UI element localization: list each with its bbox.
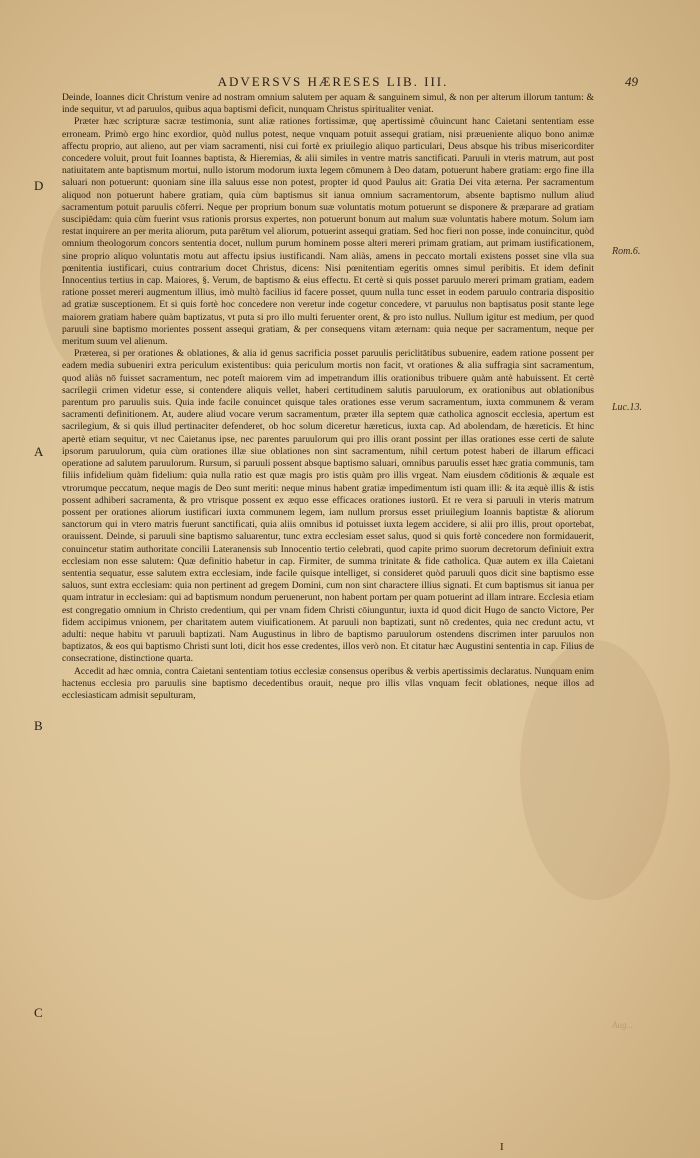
- section-letter-b: B: [34, 718, 43, 733]
- page-header: [58, 74, 638, 92]
- section-letter-a: A: [34, 444, 44, 459]
- running-head: ADVERSVS HÆRESES LIB. III.: [217, 74, 449, 89]
- main-text: [62, 92, 594, 702]
- margin-note-rom: Rom.6.: [612, 246, 641, 257]
- paragraph: Præterea, si per orationes & oblationes, & alia id genus sacrificia posset paruulis periclitātibus subuenire, eadem ratione possent per eadem media subueniri extra periculum existentibus: quia periculum mortis non facit, vt orationes & alia suffragia sint sacramentum, quod aliàs nō fuisset sacramentum, nec poteſt maiorem vim ad impetrandum illis orationibus tribuere quàm antè habuissent. Et certè sacrilegii crimen videtur esse, si contendere aliquis vellet, haberi certitudinem salutis paruulorum, ex orationibus aut oblationibus parentum pro paruulis suis. Quia inde facile conuincet quisque tales orationes esse verum sacramentum, iuxta communem & veram sacramenti definitionem. At, audere aliud vocare verum sacramentum, præter illa septem quæ catholica agnoscit ecclesia, apertum est sacrilegium, & si quis illud pertinaciter defenderet, ob hoc solum diceretur hæreticus, iuxta cap. Ad abolendam, de hæreticis. Et hinc apertè etiam sequitur, vt nec Caietanus ipse, nec parentes paruulorum qui pro illis orant possint per illas orationes esse certi de salute ipsorum paruulorum, quia cùm orationes illæ siue oblationes non sint sacramentum, nihil certum potest haberi de illarum efficaci operatione ad salutem paruulorum. Rursum, si paruuli possent absque baptismo saluari, omnibus paruulis esset hæc gratia communis, tam filiis infidelium quàm fidelium: quia nulla ratio est quæ magis pro istis quàm pro illis vrgeat. Nam eiusdem cōditionis & æquale est vtrorumque peccatum, neque magis de Deo sunt meriti: neque minus habent gratiæ impedimentum isti quam illi: & ita æquè illis & istis possent adhiberi sacramenta, & pro vtrisque possent ex æquo esse efficaces orationes iustorū. Et re vera si paruuli in vteris matrum possent per orationes aliorum iustificari iuxta communem legem, iam nullum prorsus esset priuilegium Ioannis baptistæ & aliorum sanctorum qui in vtero matris fuerunt sanctificati, quia aliis omnibus id potuisset iuxta legem accidere, si alii pro illis, prout oportebat, orauissent. Deinde, si paruuli sine baptismo saluarentur, tunc extra ecclesiam esset salus, quod si quis fortè concedere non formidauerit, conuincetur statim authoritate concilii Lateranensis sub Innocentio tertio celebrati, quod capite primo suorum decretorum definiuit extra ecclesiam non esse salutem: Quæ definitio habetur in cap. Firmiter, de summa trinitate & fide catholica. Quæ autem ex illa Caietani sententia sequatur, esse salutem extra ecclesiam, inde facile quisque intelliget, si consideret quòd paruuli quos dicit sine baptismo esse saluos, sunt extra ecclesiam: quia non pertinent ad gregem Domini, cum non sint charactere illius signati. Et cum baptismus sit ianua per quam intratur in ecclesiam: qui ad baptismum nondum peruenerunt, non habent portam per quam potuerint ad illam intrare. Ecclesia etiam est congregatio omnium in Christo credentium, qui per vnam fidem Christi cōiunguntur, iuxta id quod dicit Hugo de sancto Victore, Per fidem accipimus vnionem, per charitatem autem viuificationem. At paruuli non baptizati, sunt nō credentes, quia nec credunt actu, vt adulti: neque habitu vt paruuli baptizati. Nam Augustinus in libro de baptismo paruulorum ostendens discrimen inter paruulos non baptizatos, & eos qui baptismo Christi sunt loti, dicit hos esse credentes, illos verò non. Et citatur hæc Augustini sententia in cap. Filius de consecratione, distinctione quarta.: [62, 348, 594, 665]
- signature-mark: I: [500, 1141, 504, 1153]
- page-number: 49: [625, 74, 638, 89]
- paragraph: Præter hæc scripturæ sacræ testimonia, sunt aliæ rationes fortissimæ, quę apertissimè côuincunt hanc Caietani sententiam esse erroneam. Primò ergo hinc exordior, quòd nullus potest, neque vnquam potuit assequi gratiam, nisi præueniente aliquo bono animæ affectu proprio, aut alieno, aut per viam sacramenti, nisi cui fortè ex priuilegio aliquo particulari, Deus absque his tribus misericorditer concedere voluit, prout fuit Ioannes baptista, & Hieremias, & alii similes in ventre matris sanctificati. Paruuli in vteris matrum, aut post natiuitatem ante baptismum mortui, nullo istorum modorum iuxta legem cōmunem à Deo datam, potuerunt habere gratiam: ergo fine illa saluari non potuerunt: quoniam sine illa saluus esse non potest, propter id quod Paulus ait: Gratia Dei vita æterna. Per sacramentum aliquod non potuerunt habere gratiam, quia cùm baptismus sit ianua omnium sacramentorum, absente baptismo nullum aliud sacramentum potuit paruulis cōferri. Neque per proprium bonum suæ voluntatis motum potuerunt se disponere & præparare ad gratiam suscipiēdam: quia cùm fuerint vsus rationis prorsus expertes, non potuerunt bonum aut malum suæ voluntatis habere motum. Solum iam restat inquirere an per merita aliorum, puta parētum vel aliorum, potuerint assequi gratiam. Sed hoc fieri non posse, inde conuincitur, quòd omnium theologorum concors sententia docet, nullum purum hominem posse alteri mereri primam gratiam, aut primam iustificationem, sine proprio aliquo voluntatis motu aut affectu ipsius iustificandi. Nam aliàs, amens in peccato mortali existens posset sine vlla sua pœnitentia iustificari, cuius contrarium docet Christus, dicens: Nisi pœnitentiam egeritis omnes simul peribitis. Et idem definit Innocentius tertius in cap. Maiores, §. Verum, de baptismo & eius effectu. Et certè si quis posset paruulo mereri primam gratiam, eadem ratione posset mereri augmentum illius, imò multò facilius id facere posset, quum nulla tunc esset in eodem paruulo contraria dispositio ad gratiæ susceptionem. Et si quis fortè hoc concedere non veretur inde cogetur concedere, vt paruulus non baptisatus posit stante lege maiorem gratiam habere quàm baptizatus, vt puta si pro illo multi feruenter orent, & pro isto nullus. Nullum igitur est medium, per quod paruuli sine baptismo morientes possent assequi gratiam, & per consequens vitam æternam: quia neque per sacramentum, neque per meritum suum vel alienum.: [62, 116, 594, 348]
- paragraph: Deinde, Ioannes dicit Christum venire ad nostram omnium salutem per aquam & sanguinem simul, & non per alterum illorum tantum: & inde sequitur, vt ad paruulos, quibus aqua baptismi deficit, nunquam Christus spiritualiter veniat.: [62, 92, 594, 116]
- paragraph: Accedit ad hæc omnia, contra Caietani sententiam totius ecclesiæ consensus operibus & verbis apertissimis declaratus. Nunquam enim hactenus ecclesia pro paruulis sine baptismo decedentibus orauit, neque pro illis vllas vnquam fecit oblationes, neque illos ad ecclesiasticam admisit sepulturam,: [62, 665, 594, 701]
- section-letter-c: C: [34, 1005, 43, 1020]
- section-letter-d: D: [34, 178, 44, 193]
- margin-note-luc: Luc.13.: [612, 402, 642, 413]
- margin-note-faint: Aug...: [612, 1020, 634, 1030]
